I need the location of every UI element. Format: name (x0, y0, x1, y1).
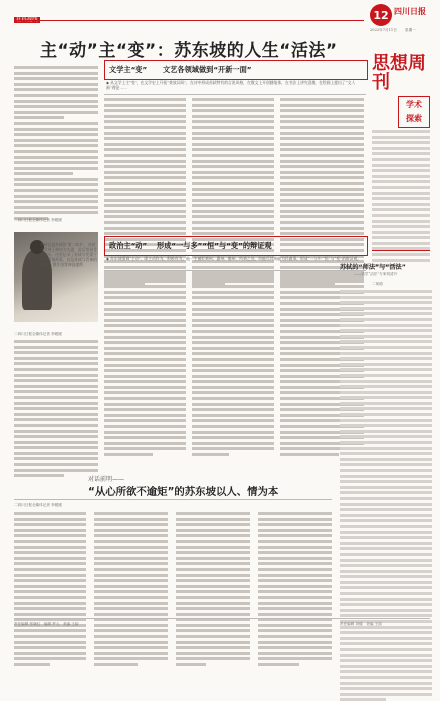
right-article-author: 二何明 (372, 282, 383, 286)
bottom-col1 (14, 512, 86, 666)
channel-badge-bottom: 探索 (406, 113, 422, 123)
article2-subtitle: ◆ 苏东坡强调“主动”，即主动作为，积极有为。他一生被贬黄州、惠州、儋州，所到之处，均能尽其所能为民做事，形成“一与多”“恒”与“变”的辩证观。 (106, 256, 362, 261)
header-rule (14, 20, 364, 21)
article2-title: 形成“一与多”“恒”与“变”的辩证观 (157, 241, 272, 250)
bottom-byline: 二四川日报全媒体记者 李媛媛 (14, 503, 62, 507)
weekday: 星期一 (405, 28, 416, 32)
article2-header (104, 236, 368, 256)
right-rule (372, 250, 430, 251)
divider (14, 499, 332, 500)
paper-name: 四川日报 (394, 6, 426, 16)
bottom-headline: “从心所欲不逾矩”的苏东坡以人、情为本 (88, 486, 279, 498)
divider (14, 618, 430, 619)
date: 2022年7月11日 (370, 28, 397, 32)
divider (104, 94, 366, 95)
article2-col1 (104, 274, 186, 456)
divider (104, 270, 366, 271)
footer-editors-left: 责任编辑 张晓红 编辑 罗云 美编 王韵 (14, 622, 79, 626)
lead-byline: 二四川日报全媒体记者 李媛媛 (14, 218, 62, 222)
main-headline: 主“动”主“变”：苏东坡的人生“活法” (40, 41, 338, 61)
left-lower-text (14, 340, 98, 477)
photo-caption: 青神县是苏轼的‘第二故乡’，苏轼与青神王弗结为夫妻，此后常到青神游历。这里记录了苏轼与发妻王弗的爱情故事，以及苏轼与青神的渊源。 图片由青神县提供 (40, 242, 97, 267)
article1-tag: 文学主“变” (109, 65, 148, 74)
section-label (14, 6, 40, 25)
article1-subtitle: ◆ 从文学上主“变”，在文学史上开拓“豪放词风”，在诗中形成苏轼特有的言说风格，在散文上开创随笔体，在书法上讲究意趣，在绘画上提出了“文人画”理论…… (106, 80, 356, 90)
bottom-col4 (258, 512, 332, 666)
article2-col2 (192, 274, 274, 456)
article1-header (104, 60, 368, 80)
right-article-text (340, 290, 432, 701)
channel-badge-top: 学术 (406, 99, 422, 109)
article1-title: 文艺各领域做到“开新一面” (163, 65, 252, 74)
bottom-col3 (176, 512, 250, 666)
right-article-title: 苏轼的“师法”与“活法” (340, 264, 406, 271)
channel-title: 思想周刊 (372, 53, 426, 93)
channel-block (372, 53, 430, 123)
footer-editors-right: 责任编辑 刘健 美编 王韵 (340, 622, 382, 626)
bottom-kicker: 对话前明—— (88, 476, 125, 483)
channel-badge (398, 96, 430, 128)
right-article-header (372, 250, 430, 251)
page-number: 12 (370, 4, 392, 26)
right-upper-text (372, 130, 430, 267)
right-article-byline: ——访学“活法”专家刘清升 (354, 272, 398, 276)
article2-tag: 政治主“动” (109, 241, 148, 250)
left-lower-byline: 二四川日报全媒体记者 李媛媛 (14, 332, 62, 336)
bottom-col2 (94, 512, 168, 666)
intro-text (14, 66, 98, 220)
